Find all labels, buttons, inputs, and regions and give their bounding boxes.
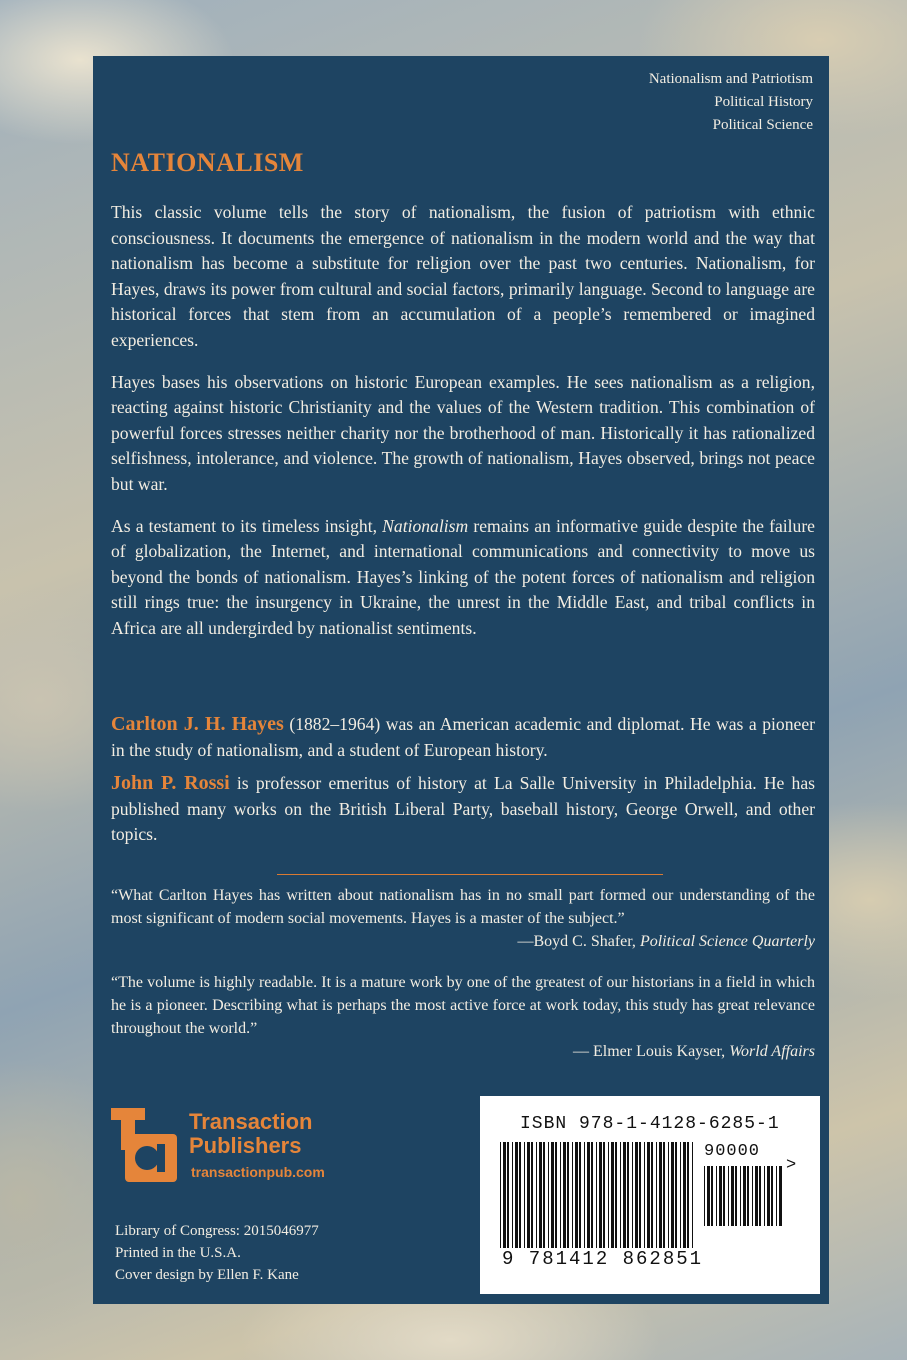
barcode-bar [531,1142,533,1248]
barcode-bar [671,1142,674,1248]
description-paragraph [111,514,815,642]
barcode-bar [675,1142,677,1248]
barcode-bar [759,1166,761,1226]
barcode-bar [752,1166,753,1226]
publisher-logo-icon [111,1108,183,1188]
barcode-bar [723,1166,725,1226]
publisher-url: transactionpub.com [191,1164,325,1180]
barcode-bar [519,1142,521,1248]
barcode-bar [711,1166,713,1226]
ean-digits: 9 781412 862851 [502,1248,704,1270]
barcode-bar [555,1142,557,1248]
description-text: As a testament to its timeless insight, [111,515,383,536]
colophon-line: Printed in the U.S.A. [115,1245,241,1261]
quote-attribution [111,930,815,953]
barcode-bar [776,1166,777,1226]
book-title: NATIONALISM [111,148,304,177]
publisher-name [189,1110,312,1158]
barcode-bar [656,1142,657,1248]
barcode-bar [716,1166,717,1226]
subject-categories [649,68,813,137]
barcode-bar [539,1142,542,1248]
barcode-bar [512,1142,513,1248]
barcode-bar [620,1142,621,1248]
isbn-barcode-box [480,1096,820,1294]
barcode-bar [579,1142,581,1248]
barcode-bar [644,1142,645,1248]
barcode-bar [551,1142,554,1248]
barcode-bar [611,1142,614,1248]
barcode-bar [572,1142,573,1248]
author-bio-text: (1882–1964) was an American academic and diplomat. He was a pioneer in the study of nationalism, and a student of European history. [111,714,815,760]
subject-category: Political History [714,94,813,110]
editor-name: John P. Rossi [111,772,230,795]
barcode-bar [548,1142,549,1248]
barcode-bar [500,1142,501,1248]
author-bio [111,712,815,763]
barcode-bar [735,1166,737,1226]
barcode-bar [603,1142,605,1248]
ean-barcode [500,1142,696,1248]
barcode-bar [591,1142,593,1248]
barcode-bar [680,1142,681,1248]
barcode-bar [747,1166,749,1226]
barcode-bar [515,1142,518,1248]
barcode-bar [659,1142,662,1248]
barcode-bar [543,1142,545,1248]
barcode-bar [627,1142,629,1248]
colophon [115,1220,319,1286]
author-name: Carlton J. H. Hayes [111,713,284,735]
barcode-bar [536,1142,537,1248]
barcode-bar [599,1142,602,1248]
barcode-bar [728,1166,729,1226]
quote-author: —Boyd C. Shafer, [517,933,640,950]
price-barcode [704,1166,782,1226]
barcode-bar [596,1142,597,1248]
quote-source: World Affairs [729,1043,815,1060]
barcode-bar [719,1166,722,1226]
review-quotes [111,884,815,1081]
review-quote [111,884,815,953]
barcode-bar [767,1166,770,1226]
colophon-line: Library of Congress: 2015046977 [115,1223,319,1239]
barcode-bar [623,1142,626,1248]
subject-category: Nationalism and Patriotism [648,71,813,87]
barcode-bar [527,1142,530,1248]
publisher-name-line: Publishers [189,1133,302,1158]
barcode-bar [507,1142,509,1248]
description-paragraph: This classic volume tells the story of nationalism, the fusion of patriotism with ethnic consciousness. It documents the emergence of nationalism in the modern world and the way that nationalism has become a substitute for religion over the past two centuries. Nationalism, for Hayes, draws its power from cultural and social factors, primarily language. Second to language are historical forces that stem from an accumulation of a people’s remembered or imagined experiences. [111,202,815,350]
barcode-bar [779,1166,782,1226]
barcode-bar [575,1142,578,1248]
back-cover-panel [93,56,829,1304]
barcode-bar [635,1142,638,1248]
book-description [111,200,815,658]
quote-text: “What Carlton Hayes has written about nationalism has in no small part formed our understanding of the most significant of modern social movements. Hayes is a master of the subject.” [111,887,815,927]
publisher-name-line: Transaction [189,1109,313,1134]
barcode-bar [524,1142,525,1248]
colophon-line: Cover design by Ellen F. Kane [115,1267,299,1283]
quote-author: — Elmer Louis Kayser, [572,1043,730,1060]
barcode-bar [615,1142,617,1248]
description-paragraph: Hayes bases his observations on historic European examples. He sees nationalism as a religion, reacting against historic Christianity and the values of the Western tradition. This combination of powerful forces stresses neither charity nor the brotherhood of man. Historically it has rationalized selfishness, intolerance, and violence. The growth of nationalism, Hayes observed, brings not peace but war. [111,371,815,494]
barcode-bar [692,1142,693,1248]
barcode-bar [567,1142,569,1248]
barcode-bar [704,1166,705,1226]
barcode-bar [639,1142,641,1248]
description-text: remains an informative guide despite the failure of globalization, the Internet, and international communications and connectivity to move us beyond the bonds of nationalism. Hayes’s linking of the potent forces of nationalism and religion still rings true: the insurgency in Ukraine, the unrest in the Middle East, and tribal conflicts in Africa are all undergirded by nationalist sentiments. [111,515,815,638]
barcode-bar [764,1166,765,1226]
barcode-bar [668,1142,669,1248]
divider [277,874,663,875]
barcode-bar [608,1142,609,1248]
book-title-italic: Nationalism [382,515,469,536]
publisher-logo [111,1106,361,1196]
barcode-bar [663,1142,665,1248]
quote-text: “The volume is highly readable. It is a mature work by one of the greatest of our historians in a field in which he is a pioneer. Describing what is perhaps the most active force at work today, this study has great relevance throughout the world.” [111,974,815,1037]
barcode-bar [563,1142,566,1248]
barcode-bar [651,1142,653,1248]
editor-bio [111,771,815,848]
barcode-bar [771,1166,773,1226]
barcode-bar [560,1142,561,1248]
barcode-bar [687,1142,689,1248]
barcode-bar [743,1166,746,1226]
quote-source: Political Science Quarterly [639,933,815,950]
author-bios [111,712,815,856]
barcode-bar [587,1142,590,1248]
barcode-bar [632,1142,633,1248]
barcode-bar [584,1142,585,1248]
editor-bio-text: is professor emeritus of history at La Salle University in Philadelphia. He has published many works on the British Liberal Party, baseball history, George Orwell, and other topics. [111,773,815,845]
review-quote [111,971,815,1063]
barcode-bar [503,1142,506,1248]
barcode-bar [740,1166,741,1226]
quote-attribution [111,1040,815,1063]
barcode-bar [707,1166,710,1226]
price-code: 90000 [704,1142,761,1161]
isbn-label: ISBN 978-1-4128-6285-1 [520,1114,780,1134]
barcode-bar [731,1166,734,1226]
barcode-bar [683,1142,686,1248]
price-arrow: > [786,1156,797,1175]
barcode-bar [647,1142,650,1248]
barcode-bar [755,1166,758,1226]
subject-category: Political Science [712,117,813,133]
